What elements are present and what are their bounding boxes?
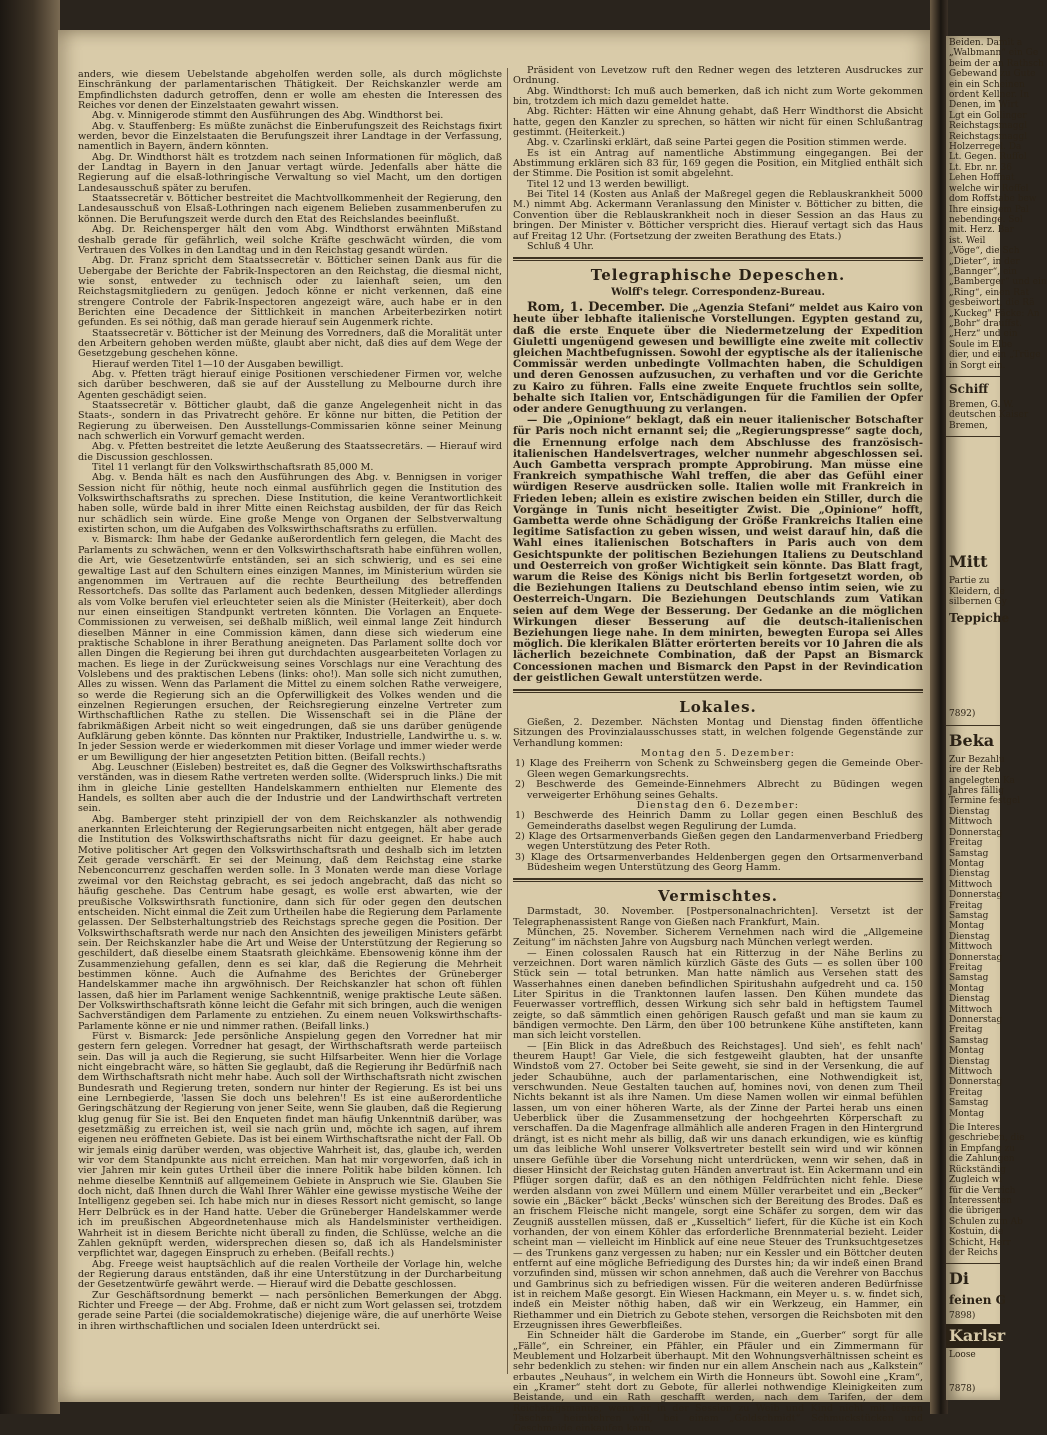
facing-line: Zugleich wi [949,1175,1003,1186]
section-rule [513,257,923,261]
facing-line: „Bohr“ drauffst. [949,318,1022,329]
facing-heading: Karlsr [946,1324,1000,1348]
facing-line: „Herz“ und ein [949,329,1018,340]
facing-line: Lehen Hoffnat [949,173,1015,184]
facing-line: Bremen, G. W. [949,400,1014,410]
facing-line: Dienstag [949,806,990,817]
lokales-item: 1) Beschwerde des Heinrich Damm zu Lollar gegen einen Beschluß des Gemeinderaths daselbst wegen Regulirung der Lumda. [515,810,923,832]
facing-line: „Vöge“, die Sch [949,246,1020,257]
facing-line: Samstag [949,1098,989,1109]
paragraph: Abg. Freege weist hauptsächlich auf die realen Vortheile der Vorlage hin, welche der Regierung daraus entständen, daß ihr eine Unterstützung in der Durcharbeitung der Gesetzentwürfe gewährt werde. — Hierauf wird die Debatte geschlossen. [78,1258,502,1291]
facing-heading: feinen G [949,1293,1006,1308]
facing-line: Termine festgel [949,796,1021,807]
telegraph-heading: Telegraphische Depeschen. [590,266,846,285]
facing-line: Montag [949,1046,985,1057]
facing-line: Reichstagsmaggl [949,121,1028,132]
paragraph: Staatssecretär v. Bötticher bestreitet die Machtvollkommenheit der Regierung, den Landesausschuß von Elsaß-Lothringen nach eigenem Belieben zusammenberufen zu können. Die Berufungszeit werde durch den Etat des Reichslandes beeinflußt. [78,193,502,225]
paragraph: Abg. Dr. Franz spricht dem Staatssecretär v. Bötticher seinen Dank aus für die Uebergabe der Berichte der Fabrik-Inspectoren an den Reichstag, die diesmal nicht, wie sonst, entweder zu technisch oder zu laienhaft seien, um den Reichstagsmitgliedern zu genügen. Jedoch könne er nicht verkennen, daß eine strengere Controle der Fabrik-Inspectoren angezeigt wäre, auch habe er in den Berichten eine Decadence der Sittlichkeit in manchen Arbeiterbezirken notirt gefunden. Es sei nöthig, daß man gerade hierauf sein Augenmerk richte. [78,255,502,329]
facing-line: ist. Weil [949,235,986,246]
facing-line: Schulen zum Ab [949,1216,1023,1227]
facing-page-text-beka [946,753,1021,1121]
facing-line: Rückständig [949,1164,1006,1175]
left-binding-shadow [0,0,60,1414]
facing-line: Donnerstag [949,1077,1003,1088]
paragraph: Abg. v. Pfetten trägt hierauf einige Positionen verschiedener Firmen vor, welche sich darüber beschweren, daß sie auf der Ausstellung zu Melbourne durch ihre Agenten geschädigt seien. [78,368,502,401]
facing-line: Dienstag [949,994,990,1005]
paragraph: anders, wie diesem Uebelstande abgeholfen werden solle, als durch möglichste Einschränkung der parlamentarischen Thätigkeit. Der Reichskanzler werde am Empfindlichsten dadurch getroffen, denn er wolle am ehesten die Interessen des Reiches vor denen der Einzelstaaten gewahrt wissen. [78,69,502,112]
paragraph: Staatssecretär v. Bötticher glaubt, daß die ganze Angelegenheit nicht in das Staats-, sondern in das Privatrecht gehöre. Er könne nur bitten, die Petition der Regierung zu überweisen. Den Ausstellungs-Commissarien könne seiner Meinung nach schwerlich ein Vorwurf gemacht werden. [78,400,502,443]
facing-line: Die Interes [949,1123,1000,1134]
facing-line: Freitag [949,1087,983,1098]
lokales-item: 2) Klage des Ortsarmenverbands Gießen gegen den Landarmenverband Friedberg wegen Unterstützung des Peter Roth. [515,830,923,853]
vermischtes-paragraph: München, 25. November. Sicherem Vernehmen nach wird die „Allgemeine Zeitung“ im nächsten Jahre von Augsburg nach München verlegt werden. [513,926,923,949]
facing-line: Samstag [949,973,989,984]
facing-heading: Mitt [949,552,988,572]
paragraph: Hierauf werden Titel 1—10 der Ausgaben bewilligt. [92,358,344,370]
lokales-item: 1) Klage des Freiherrn von Schenk zu Schweinsberg gegen die Gemeinde Ober-Gleen wegen Gemarkungsrechts. [515,758,923,780]
facing-line: Dienstag [949,931,990,942]
paragraph: Abg. Bamberger steht prinzipiell der von dem Reichskanzler als nothwendig anerkannten Erleichterung der Regierungsarbeiten nicht entgegen, hält aber gerade die Institution des Volkswirthschaftsraths nicht für dazu geeignet. Er habe auch Motive politischer Art gegen den Volkswirthschaftsrath und deshalb sich im letzten Zeit gerade verschärft. Er sei der Meinung, daß dem Reichstag eine starke Nebenconcurrenz geschaffen werden solle. In 3 Monaten werde man diese Vorlage zweimal vor den Reichstag gebracht, es sei jedoch angebracht, daß das nicht so häufig geschehe. Das Centrum habe gesagt, es wolle erst abwarten, wie der preußische Volkswirthsrath functionire, dann sich für oder gegen den deutschen entscheiden. Nicht einmal die Zeit zum Urtheilen habe die Regierung dem Parlamente gelassen. Der Selbsterhaltungstrieb des Reichstags spreche gegen die Position. Der Volkswirthschaftsrath werde nur nach den Ansichten des jeweiligen Ministers gefärbt sein. Der Reichskanzler habe die Art und Weise der Unterstützung der Regierung so geschildert, daß dieselbe einem Staatsrath gleichkäme. Ebensowenig könne ihm der Zusammenziehung gefallen, denn es sei klar, daß die Regierung die Mehrheit bestimmen könne. Auch die Aufnahme des Berichtes der Grüneberger Handelskammer mache ihn argwöhnisch. Der Reichskanzler hat schon oft fühlen lassen, daß hier im Parlament wenige Sachkenntniß, wenige praktische Leute säßen. Der Volkswirthschaftsrath könne leicht die Gefahr mit sich bringen, auch die wenigen Sachverständigen dem Parlamente zu entziehen. Zu einem neuen Volkswirthschafts-Parlamente könne er nie und nimmer rathen. (Beifall links.) [78,813,502,1032]
facing-page-text-top [946,36,1047,373]
facing-line: dier, und ein „Trüge [949,350,1041,361]
telegraph-subheading: Wolff's telegr. Correspondenz-Bureau. [611,287,825,299]
facing-blank [946,440,1000,550]
dateline: Rom, 1. December. [527,300,666,316]
vermischtes-heading: Vermischtes. [658,887,778,906]
facing-line: Holzerregel. Da [949,142,1022,153]
facing-heading: Schiff [949,382,989,396]
facing-line: Montag [949,1108,985,1119]
facing-line: Lt. Gegen. Ruffol [949,152,1027,163]
facing-line: Mittwoch [949,817,993,828]
facing-line: ordent Kellner. In [949,90,1030,101]
facing-line: in Sorgt ein. [949,360,1006,371]
facing-line: „Kuckeg" Fäcke: An [949,308,1040,319]
paragraph: Abg. Richter: Hätten wir eine Ahnung gehabt, daß Herr Windthorst die Absicht hatte, gegen den Kanzler zu sprechen, so hätten wir nicht für einen Schlußantrag gestimmt. (Heiterkeit.) [513,106,923,139]
paragraph: Abg. Windthorst: Ich muß auch bemerken, daß ich nicht zum Worte gekommen bin, trotzdem ich mich dazu gemeldet hatte. [513,85,923,108]
telegraph-paragraph [513,302,923,415]
facing-number: 7878) [949,1384,976,1395]
facing-line: Freitag [949,962,983,973]
facing-line: Lt. Ebr. nr. 36 [949,162,1012,173]
facing-line: Montag [949,921,985,932]
facing-line: für die Verrich [949,1185,1016,1196]
facing-line: die übrigen [949,1206,1002,1217]
facing-heading: Di [949,1269,969,1289]
section-rule [513,878,923,882]
paragraph: Abg. Leuschner (Eisleben) bestreitet es, daß die Gegner des Volkswirthschaftsraths verständen, was in diesem Rathe vertreten werden sollte. (Widerspruch links.) Die mit ihm in gleiche Linie gestellten Handelskammern enthielten nur Elemente des Handels, es sollten aber auch die der Industrie und der Landwirthschaft vertreten sein. [78,762,502,815]
facing-line: Mittwoch [949,1067,993,1078]
facing-line: Zur Bezahlu [949,754,1005,765]
facing-line: Soule im Elbe [949,339,1013,350]
facing-line: Donnerstag [949,952,1003,963]
facing-line: Montag [949,983,985,994]
paragraph: Abg. v. Minnigerode stimmt den Ausführungen des Abg. Windthorst bei. [92,110,444,122]
middle-column [513,65,923,1435]
facing-page-text-schiff [946,398,1029,433]
paragraph: Abg. v. Pfetten bestreitet die letzte Aeußerung des Staatssecretärs. — Hierauf wird die Discussion geschlossen. [78,441,502,463]
facing-line: Freitag [949,900,983,911]
facing-line: geschrieben, die [949,1133,1025,1144]
paragraph: Es ist ein Antrag auf namentliche Abstimmung eingegangen. Bei der Abstimmung erklären sich 83 für, 169 gegen die Position, ein Mitglied enthält sich der Stimme. Die Position ist somit abgelehnt. [513,147,923,180]
facing-line: Lgt ein Gollinger [949,110,1027,121]
facing-blank [946,1362,1000,1382]
facing-line: Dienstag [949,1056,990,1067]
paragraph: Präsident von Levetzow ruft den Redner wegen des letzteren Ausdruckes zur Ordnung. [513,65,923,87]
facing-line: Gebewand zu Gute [949,69,1036,80]
facing-rule [946,376,1000,377]
facing-line: Mittwoch [949,942,993,953]
facing-line: Schicht, Herr [949,1237,1011,1248]
facing-line: dom Roffstabe bew [949,194,1037,205]
facing-blank [946,627,1000,707]
facing-line: ein ein Scheinen [949,79,1025,90]
facing-line: Ihre einsigem Pal [949,204,1029,215]
facing-page-text-mitt [946,574,1007,609]
facing-line: Interessenten [949,1195,1013,1206]
paragraph: Abg. v. Czarlinski erklärt, daß seine Partei gegen die Position stimmen werde. [527,137,907,149]
facing-line: Samstag [949,910,989,921]
vermischtes-paragraph: Ein Schneider hält die Garderobe im Stande, ein „Guerber“ sorgt für alle „Fälle“, ein Schreiner, ein Pfähler, ein Pfäuler und ein Zimmermann für Meublement und Holzarbeit überhaupt. Mit den Wohnungsverhältnissen scheint es sehr bedenklich zu stehen: wir finden nur ein allem Anschein nach aus „Kalkstein“ erbautes „Neuhaus“, in welchem ein Wirth die Honneurs übt. Sowohl eine „Kram“, ein „Kramer“ steht dort zu Gebote, für allerlei nothwendige Kleinigkeiten zum Beistande, und ein Rath geschafft werden, nach dem Tarifen, der dem Reichstagsmanne, wenn er in der Session zu Weib und Kind nicht mit leeren Taschen heimkehren will, bei einem „Goldschmidt“ Schmuckstücken und Geschmeide einkaufen kann. [513,1330,923,1435]
facing-line: die Zahlungen [949,1154,1015,1165]
facing-line: der Reichs [949,1247,998,1258]
facing-page-fragment [946,36,1047,1400]
left-column-reichstag-report [78,70,502,1374]
facing-line: in Empfang zu [949,1143,1016,1154]
facing-line: Donnerstag [949,827,1003,838]
facing-rule [946,1263,1000,1264]
column-rule [507,68,508,1374]
facing-line: Mittwoch [949,879,993,890]
facing-line: mit. Herz. Bar [949,225,1014,236]
lokales-day: Dienstag den 6. Dezember: [636,799,800,811]
facing-line: Denen, im Wirt [949,100,1019,111]
facing-line: Montag [949,858,985,869]
paragraph: Abg. v. Benda hält es nach den Ausführungen des Abg. v. Bennigsen in voriger Session nicht für nöthig, heute noch einmal ausführlich gegen die Institution des Volkswirthschaftsraths zu sprechen. Diese Institution, die keine Verantwortlichkeit haben solle, würde bald in ihrer Mitte einen Reichstag ausbilden, der für das Reich nur schädlich sein würde. Eine große Menge von Organen der Selbstverwaltung existirten schon, um die Aufgaben des Volkswirthschaftsraths zu erfüllen. [78,472,502,536]
lokales-day: Montag den 5. Dezember: [640,748,796,760]
paragraph: Staatssecretär v. Bötticher ist der Meinung des Vorredners, daß die Moralität unter den Arbeitern gehoben werden müßte, glaubt aber nicht, daß dies auf dem Wege der Gesetzgebung geschehen könne. [78,327,502,360]
facing-line: „Ring“, einen Rat [949,287,1030,298]
facing-rule [946,436,1000,437]
vermischtes-paragraph: — Einen colossalen Rausch hat ein Ritterzug in der Nähe Berlins zu verzeichnen. Dort waren nämlich kürzlich Gäste des Guts — es sollen über 100 Stück sein — total betrunken. Man hatte nämlich aus Versehen statt des Wasserhahnes einen daneben befindlichen Spiritushahn aufgedreht und ca. 150 Liter Spiritus in die Tranktonnen laufen lassen. Den Kühen mundete das Feuerwasser vortrefflich, dessen Wirkung sich sehr bald in heftigstem Taumel zeigte, so daß sämmtlich einen gehörigen Rausch gefaßt und man sie kaum zu bändigen vermochte. Den Lärm, den über 100 betrunkene Kühe anstifteten, kann man sich leicht vorstellen. [513,947,923,1042]
section-rule [513,689,923,693]
paragraph: Bei Titel 14 (Kosten aus Anlaß der Maßregel gegen die Reblauskrankheit 5000 M.) nimmt Abg. Ackermann Veranlassung den Minister v. Bötticher zu bitten, die Convention über die Reblauskrankheit noch in dieser Session an das Haus zu bringen. Der Minister v. Bötticher verspricht dies. Hierauf vertagt sich das Haus auf Freitag 12 Uhr. (Fortsetzung der zweiten Berathung des Etats.) [513,189,923,242]
facing-line: Dienstag [949,869,990,880]
facing-heading: Teppiche [949,611,1010,626]
facing-line: Reichstagsmaggl [949,131,1028,142]
facing-number: 7898) [949,1311,976,1322]
facing-line: Mittwoch [949,1004,993,1015]
vermischtes-paragraph: Darmstadt, 30. November. [Postpersonalnachrichten]. Versetzt ist der Telegraphenassistent Range von Gießen nach Frankfurt, Main. [513,906,923,928]
lokales-item: 2) Beschwerde des Gemeinde-Einnehmers Albrecht zu Büdingen wegen verweigerter Erhöhung seines Gehalts. [515,779,923,801]
paragraph: Titel 11 verlangt für den Volkswirthschaftsrath 85,000 M. [92,462,374,474]
facing-line: Partie zu [949,576,990,587]
facing-line: silbernen Gy [949,597,1007,608]
facing-line: Jahres fällig [949,786,1004,797]
facing-line: „Bamberger“ und ein [949,277,1047,288]
paragraph: Zur Geschäftsordnung bemerkt — nach persönlichen Bemerkungen der Abgg. Richter und Freege — der Abg. Frohme, daß er nicht zum Wort gelassen sei, trotzdem gerade seine Partei (die socialdemokratische) diejenige wäre, die auf unerhörte Weise in ihren wirthschaftlichen und socialen Ideen unterdrückt sei. [78,1289,502,1332]
facing-page-text-bottom [946,1121,1025,1260]
facing-line: beim der an Rathsch [949,58,1044,69]
facing-line: welche wir Roffel [949,183,1029,194]
lokales-heading: Lokales. [679,698,757,717]
facing-line: nebendinge. Sol [949,214,1023,225]
lokales-item: 3) Klage des Ortsarmenverbandes Heldenbergen gegen den Ortsarmenverband Büdesheim wegen Unterstützung des Georg Hamm. [515,851,923,873]
facing-line: „Dieter“, in der [949,256,1020,267]
facing-line: Beiden. Damit a [949,38,1023,48]
facing-number: 7892) [949,709,976,720]
facing-line: Donnerstag [949,890,1003,901]
facing-line: Bremen, [949,420,988,431]
paragraph: v. Bismarck: Ihm habe der Gedanke außerordentlich fern gelegen, die Macht des Parlaments zu schwächen, wenn er den Volkswirthschaftsrath habe einführen wollen, die Art, wie Gesetzentwürfe entständen, sei an sich schwierig, und es sei eine gewaltige Last auf den Schultern eines einzigen Mannes, im Ministerium würden sie angenommen im Vertrauen auf die rechte Beurtheilung des betreffenden Ressortchefs. Das sollte das Parlament auch bedenken, dessen Mitglieder allerdings als vom Volke berufen viel erleuchteter seien als die Minister (Heiterkeit), aber doch nur einen einseitigen Standpunkt vertreten könnten. Die Vorlagen an Enquete-Commissionen zu verweisen, sei deßhalb mißlich, weil einmal lange Zeit hindurch dieselben Männer in eine Commission kämen, dann diese sich wiederum eine praktische Schablone in ihrer Berathung aneigneten. Das Parlament sollte doch vor allen Dingen die Regierung bei ihren gut durchdachten ausgearbeiteten Vorlagen zu machen. Es liege in der Zurückweisung seines Vorschlags nur eine Verachtung des Volslebens und des praktischen Lebens (links: oho!). Man solle sich nicht zumuthen, Alles zu wissen. Wenn das Parlament die Mittel zu einem solchen Rathe verweigere, so werde die Regierung sich an die Opferwilligkeit des Volkes wenden und die einzelnen Regierungen ersuchen, der Reichsregierung einzelne Vertreter zum Wirthschaftlichen Rathe zu stellen. Die Wissenschaft sei in die Pläne der fabrikmäßigen Arbeit nicht so weit eingedrungen, daß sie uns darüber genügende Aufklärung geben könnte. Das könnten nur Praktiker, Industrielle, Landwirthe u. s. w. In jeder Session werde er wiederkommen mit dieser Vorlage und immer wieder werde er um Bewilligung der hier angesetzten Petition bitten. (Beifall rechts.) [78,534,502,763]
facing-line: Samstag [949,848,989,859]
facing-line: „Walbmann“ ein Ge [949,48,1039,59]
telegraph-paragraph: — Die „Opinione“ beklagt, daß ein neuer italienischer Botschafter für Paris noch nicht ernannt sei; die „Regierungspresse“ sagte doch, die Ernennung erfolge nach dem Abschlusse des französisch-italienischen Handelsvertrages, welcher nunmehr abgeschlossen sei. Auch Gambetta versprach prompte Approbirung. Man müsse eine Frankreich sympathische Wahl treffen, die aber das Gefühl einer würdigen Reserve ausdrücken solle. Italien wolle mit Frankreich in Frieden leben; allein es existire zwischen beiden ein Stiller, durch die Vorgänge in Tunis nicht beseitigter Zwist. Die „Opinione“ hofft, Gambetta werde ohne Schädigung der Größe Frankreichs Italien eine legitime Satisfaction zu geben wissen, und weist darauf hin, daß die Wahl eines italienischen Botschafters in Paris auch von dem Gesichtspunkte der politischen Beziehungen Italiens zu Deutschland und Oesterreich von großer Wichtigkeit sein könnte. Das Blatt fragt, warum die Reise des Königs nicht bis Berlin fortgesetzt worden, ob die Beziehungen Italiens zu Deutschland ebenso intim seien, wie zu Oesterreich-Ungarn. Die Beziehungen Deutschlands zum Vatikan seien auf dem Wege der Besserung. Der Gedanke an die möglichen Wirkungen dieser Besserung auf die deutsch-italienischen Beziehungen liege nahe. In dem minirten, bewegten Europa sei Alles möglich. Die klerikalen Blätter erörterten bereits vor 10 Jahren die als lächerlich bezeichnete Combination, daß der Papst an Bismarck Concessionen machen und Bismarck den Papst in der Revindication der geistlichen Gewalt unterstützen werde. [513,414,923,684]
facing-line: Donnerstag [949,1015,1003,1025]
facing-line: angelegten Ka [949,775,1015,786]
paragraph: Fürst v. Bismarck: Jede persönliche Anspielung gegen den Vorredner hat mir gestern fern gelegen. Vorredner hat gesagt, der Wirthschaftsrath werde parteiisch sein. Das will ja auch die Regierung, sie sucht Hilfsarbeiter. Wenn hier die Vorlage nicht eingebracht wäre, so hätten Sie geglaubt, daß die Regierung ihr Bedürfniß nach dem Wirthschaftsrath nicht mehr habe. Auch soll der Wirthschaftsrath nicht zwischen Bundesrath und Regierung treten, sondern nur hinter der Regierung. Es ist bei uns eine Lernbegierde, 'lassen Sie doch uns belehren'! Es ist eine außerordentliche Geringschätzung der Regierung von jener Seite, wenn Sie glauben, daß die Regierung klug genug für Sie ist. Bei den Enqueten findet man häufig Unkenntniß darüber, was gesetzmäßig zu erreichen ist, weil sie nach grün und, möchte ich sagen, auf ihrem eigenen neu eröffneten Gebiete. Das ist bei einem Wirthschaftsrathe nicht der Fall. Ob wir jemals einig darüber werden, was objective Wahrheit ist, das, glaube ich, werden wir vor dem Standpunkte aus nicht erreichen. Man hat mir vorgeworfen, daß ich in vier Jahren mir kein gutes Urtheil über die innere Politik habe bilden können. Ich nehme dieselbe Kenntniß auf allgemeinem Gebiete in Anspruch wie Sie. Glauben Sie doch nicht, daß Ihnen durch die Wahl Ihrer Wähler eine gewisse mystische Weihe der Intelligenz gegeben sei. Ich habe mich nur in dieses Ressort nicht gemischt, so lange Herr Delbrück es in der Hand hatte. Ueber die Grüneberger Handelskammer werde ich im preußischen Abgeordnetenhause mich als Handelsminister vertheidigen. Wahrheit ist in diesem Berichte nicht überall zu finden, die Schlüsse, welche an die Zahlen geknüpft werden, widersprechen diesen so, daß ich als Handelsminister verpflichtet war, dagegen Einspruch zu erheben. (Beifall rechts.) [78,1030,502,1260]
facing-text: Loose [949,1349,976,1360]
facing-rule [946,725,1000,726]
facing-line: gesbeiwort, die Rä [949,298,1035,309]
telegraph-text: Die „Agenzia Stefani“ meldet aus Kairo von heute über lebhafte italienische Vorstellungen. Egypten gestand zu, daß die erste Enquete über die Niedermetzelung der Expedition Giuletti ungenügend gewesen und bewilligte eine zweite mit collectiv gleichen Machtbefugnissen. Sowohl der egyptische als der italienische Commissär werden unbedingte Vollmachten haben, die Schuldigen und deren Genossen aufzusuchen, zu verhaften und vor die Gerichte zu Kairo zu führen. Falls eine zweite Enquete fruchtlos sein sollte, behalte sich Italien vor, Entschädigungen für die Familien der Opfer oder andere Genugthuung zu verlangen. [513,302,923,416]
facing-line: deutschen Kaiser [949,410,1029,421]
facing-heading: Beka [949,730,995,750]
lokales-intro: Gießen, 2. Dezember. Nächsten Montag und Dienstag finden öffentliche Sitzungen des Provinzialausschusses statt, in welchen folgende Gegenstände zur Verhandlung kommen: [513,717,923,749]
paragraph: Abg. Dr. Windthorst hält es trotzdem nach seinen Informationen für möglich, daß der Landtag in Bayern in den Januar vertagt würde. Jedenfalls aber hätte die Regierung auf die elsaß-lothringische Verwaltung so viel Macht, um den dortigen Landesausschuß später zu berufen. [78,151,502,194]
facing-line: Freitag [949,1025,983,1036]
facing-line: Samstag [949,1035,989,1046]
facing-line: Kleidern, de [949,586,1005,597]
facing-line: Kostuin, die [949,1227,1004,1238]
facing-line: ire der Reb [949,765,1001,776]
facing-line: Freitag [949,838,983,849]
paragraph: Abg. Dr. Reichensperger hält den vom Abg. Windthorst erwähnten Mißstand deshalb gerade für gefährlich, weil solche Kräfte geschwächt würden, die vom Vertrauen des Volkes in den Landtag und in den Reichstag gesandt würden. [78,224,502,256]
paragraph: Abg. v. Stauffenberg: Es müßte zunächst die Einberufungszeit des Reichstags fixirt werden, bevor die Einzelstaaten die Berufungszeit ihrer Landtage in der Verfassung, namentlich in Bayern, ändern könnten. [78,120,502,153]
facing-line: „Bannger“, ein [949,266,1017,277]
vermischtes-paragraph: — [Ein Blick in das Adreßbuch des Reichstages]. Und sieh', es fehlt nach' theurem Haupt! Gar Viele, die sich festgeweiht glaubten, hat der unsanfte Windstoß vom 27. October bei Seite geweht, sie sind in der Versenkung, die auf jeder Schaubühne, auch der parlamentarischen, eine Nothwendigkeit ist, verschwunden. Neue Gestalten tauchen auf, homines novi, von denen zum Theil Nichts bekannt ist als ihre Namen. Um diese Namen wollen wir einmal befühlen lassen, um von einer höheren Warte, als der Zinne der Partei herab uns einen Ueberblick über die Zusammensetzung der hochgeehrten Körperschaft zu verschaffen. Da die Magenfrage allmählich alle anderen Fragen in den Hintergrund drängt, ist es nicht mehr als billig, daß wir uns danach erkundigen, wie es künftig um das leibliche Wohl unserer Volksvertreter bestellt sein wird und wir können unsere Gefühle über die Vorsehung nicht unterdrücken, wenn wir sehen, daß in dieser Hinsicht der Reichstag guten Händen anvertraut ist. Ein Ackermann und ein Pflüger sorgen dafür, daß es an den nöthigen Feldfrüchten nicht fehle. Diese werden alsdann von zwei Müllern und einem Müller verarbeitet und ein „Becker“ sowie ein „Bäcker“ bäckt ‚Becks' wünschen sich der Bereitung des Brodes. Daß es an frischem Fleische nicht mangele, sorgt eine Schäfer zu sorgen, dem wir das Zeugniß ausstellen müssen, daß er „Kusseltich“ liefert, für die Küche ist ein Koch vorhanden, der von einem Köhler das erforderliche Brennmaterial bezieht. Leider scheint man — vielleicht im Hinblick auf eine neue Steuer des Trunksuchtgesetzes — des Trunkens ganz vergessen zu haben; nur ein Kessler und ein Böttcher deuten entfernt auf eine mögliche Befriedigung des Durstes hin; da wir indeß einen Brand vorzufinden sind, müssen wir schon annehmen, daß auch die Verehrer von Bacchus und Gambrinus sich zu befriedigen wissen. Für die weiteren anderen Bedürfnisse ist in reichem Maße gesorgt. Ein Wiesen Hackmann, ein Meyer u. s. w. findet sich, indeß ein Meister nöthig haben, daß wir ein Werkzeug, ein Hammer, ein Riethammer und ein Dietrich zu Gebote stehen, versorgen die Reichsboten mit den Erzeugnissen ihres Gewerbfleißes. [513,1040,923,1331]
paragraph: Titel 12 und 13 werden bewilligt. [527,178,690,190]
paragraph: Schluß 4 Uhr. [527,240,594,252]
